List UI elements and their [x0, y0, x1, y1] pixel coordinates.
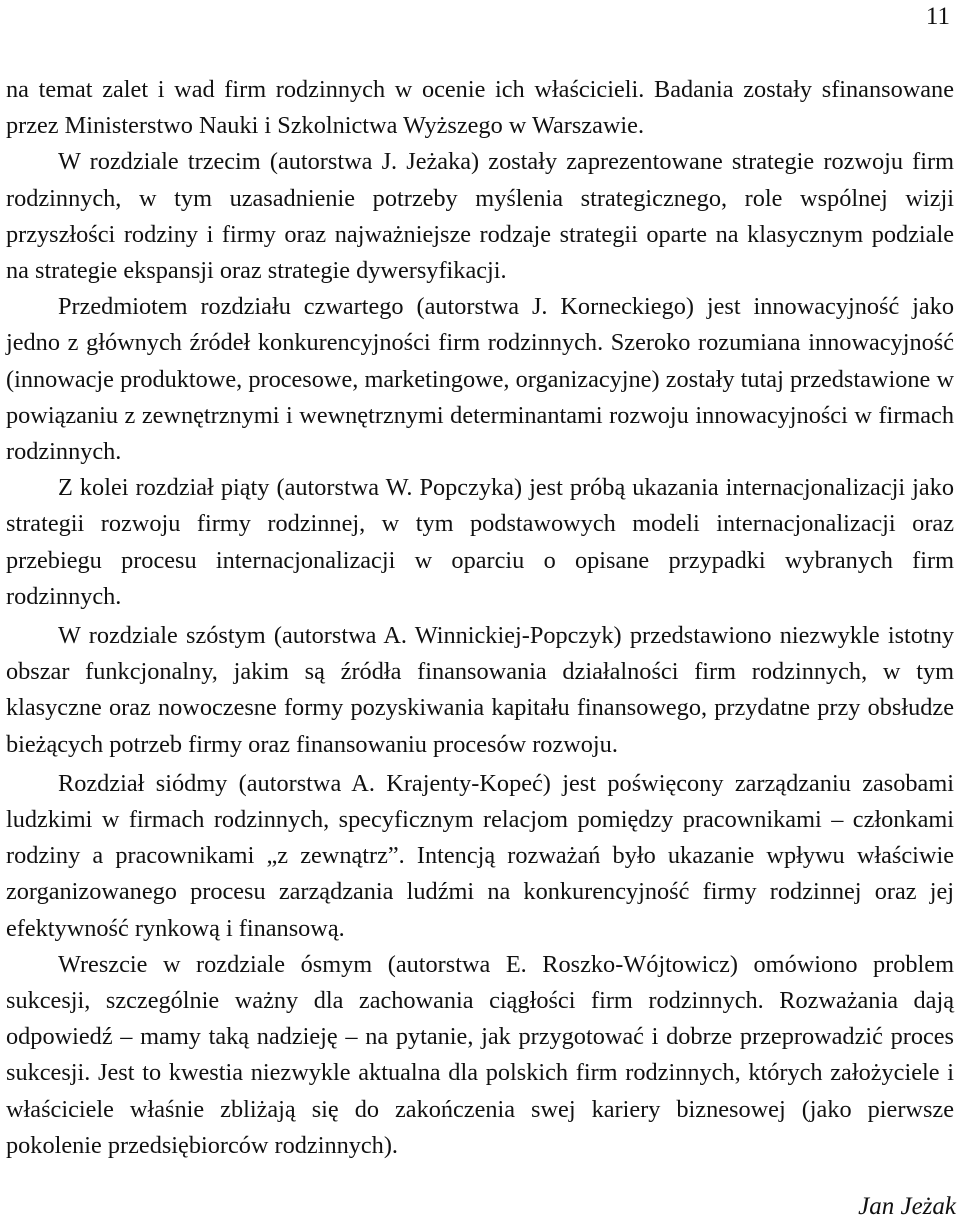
- paragraph-7: Wreszcie w rozdziale ósmym (autorstwa E. Roszko-Wójtowicz) omówiono problem sukcesji, szczególnie ważny dla zachowania ciągłości firm rodzinnych. Rozważania dają odpowiedź – mamy taką nadzieję – na pytanie, jak przygotować i dobrze przeprowadzić proces sukcesji. Jest to kwestia niezwykle aktualna dla polskich firm rodzinnych, których założyciele i właściciele właśnie zbliżają się do zakończenia swej kariery biznesowej (jako pierwsze pokolenie przedsiębiorców rodzinnych).: [6, 950, 954, 1159]
- paragraph-3: Przedmiotem rozdziału czwartego (autorstwa J. Korneckiego) jest innowacyjność jako jedno z głównych źródeł konkurencyjności firm rodzinnych. Szeroko rozumiana innowacyjność (innowacje produktowe, procesowe, marketingowe, organizacyjne) zostały tutaj przedstawione w powiązaniu z zewnętrznymi i wewnętrznymi determinantami rozwoju innowacyjności w firmach rodzinnych.: [6, 293, 954, 466]
- paragraph-4: Z kolei rozdział piąty (autorstwa W. Popczyka) jest próbą ukazania internacjonalizacji jako strategii rozwoju firmy rodzinnej, w tym podstawowych modeli internacjonalizacji oraz przebiegu procesu internacjonalizacji w oparciu o opisane przypadki wybranych firm rodzinnych.: [6, 474, 954, 610]
- paragraph-5: W rozdziale szóstym (autorstwa A. Winnickiej-Popczyk) przedstawiono niezwykle istotny obszar funkcjonalny, jakim są źródła finansowania działalności firm rodzinnych, w tym klasyczne oraz nowoczesne formy pozyskiwania kapitału finansowego, przydatne przy obsłudze bieżących potrzeb firmy oraz finansowaniu procesów rozwoju.: [6, 622, 954, 758]
- paragraph-6: Rozdział siódmy (autorstwa A. Krajenty-Kopeć) jest poświęcony zarządzaniu zasobami ludzkimi w firmach rodzinnych, specyficznym relacjom pomiędzy pracownikami – członkami rodziny a pracownikami „z zewnątrz”. Intencją rozważań było ukazanie wpływu właściwie zorganizowanego procesu zarządzania ludźmi na konkurencyjność firmy rodzinnej oraz jej efektywność rynkową i finansową.: [6, 769, 954, 942]
- author-signature: Jan Jeżak: [858, 1193, 956, 1220]
- body-text: [6, 72, 954, 1164]
- paragraph-2: W rozdziale trzecim (autorstwa J. Jeżaka) zostały zaprezentowane strategie rozwoju firm rodzinnych, w tym uzasadnienie potrzeby myślenia strategicznego, role wspólnej wizji przyszłości rodziny i firmy oraz najważniejsze rodzaje strategii oparte na klasycznym podziale na strategie ekspansji oraz strategie dywersyfikacji.: [6, 148, 954, 285]
- page-number: 11: [925, 3, 950, 30]
- paragraph-1: na temat zalet i wad firm rodzinnych w ocenie ich właścicieli. Badania zostały sfinansowane przez Ministerstwo Nauki i Szkolnictwa Wyższego w Warszawie.: [6, 76, 954, 140]
